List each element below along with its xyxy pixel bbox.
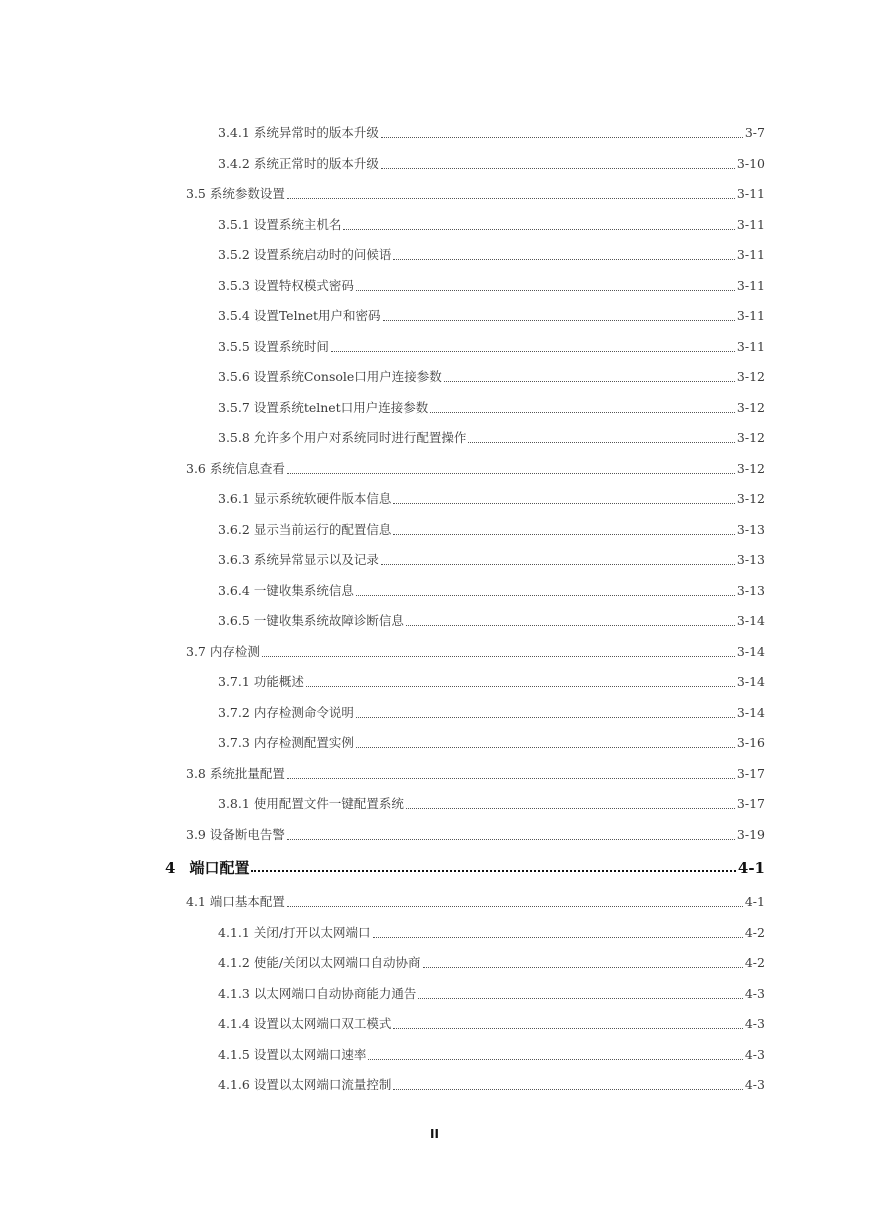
toc-entry-number: 3.6.1 xyxy=(218,491,250,506)
toc-dot-leader xyxy=(262,655,735,657)
toc-entry-title: 内存检测 xyxy=(209,644,260,659)
toc-entry-page: 3-11 xyxy=(736,186,765,201)
toc-entry-page: 4-3 xyxy=(744,1016,765,1031)
toc-entry-4-1-6[interactable] xyxy=(218,1076,765,1094)
toc-entry-number: 3.8 xyxy=(186,766,206,781)
toc-entry-page: 3-11 xyxy=(736,308,765,323)
toc-entry-title: 设置系统时间 xyxy=(253,339,329,354)
toc-entry-title: 一键收集系统故障诊断信息 xyxy=(253,613,404,628)
toc-entry-number: 4.1 xyxy=(186,894,206,909)
toc-entry-page: 3-10 xyxy=(736,156,765,171)
toc-dot-leader xyxy=(444,380,735,382)
toc-entry-title: 设置特权模式密码 xyxy=(253,278,354,293)
toc-entry-number: 3.5.4 xyxy=(218,308,250,323)
toc-entry-number: 3.8.1 xyxy=(218,796,250,811)
toc-entry-number: 3.5.6 xyxy=(218,369,250,384)
toc-entry-title: 端口基本配置 xyxy=(209,894,285,909)
toc-dot-leader xyxy=(287,777,735,779)
toc-entry-page: 3-7 xyxy=(744,125,765,140)
toc-entry-title: 系统参数设置 xyxy=(209,186,285,201)
toc-dot-leader xyxy=(356,289,735,291)
toc-dot-leader xyxy=(381,167,735,169)
toc-entry-number: 3.7 xyxy=(186,644,206,659)
toc-entry-page: 4-3 xyxy=(744,1047,765,1062)
toc-entry-number: 3.7.2 xyxy=(218,705,250,720)
toc-entry-page: 3-12 xyxy=(736,430,765,445)
toc-entry-title: 系统异常时的版本升级 xyxy=(253,125,379,140)
toc-entry-3-6-1[interactable] xyxy=(218,490,765,508)
toc-entry-page: 3-11 xyxy=(736,339,765,354)
toc-entry-number: 3.7.1 xyxy=(218,674,250,689)
toc-entry-number: 3.5.5 xyxy=(218,339,250,354)
toc-entry-page: 3-14 xyxy=(736,613,765,628)
toc-entry-page: 3-19 xyxy=(736,827,765,842)
toc-entry-page: 3-13 xyxy=(736,522,765,537)
toc-entry-number: 3.5.2 xyxy=(218,247,250,262)
toc-entry-3-5[interactable] xyxy=(186,185,765,203)
toc-entry-number: 3.6.2 xyxy=(218,522,250,537)
toc-entry-3-7-2[interactable] xyxy=(218,704,765,722)
toc-dot-leader xyxy=(381,563,735,565)
toc-dot-leader xyxy=(356,594,735,596)
toc-entry-title: 关闭/打开以太网端口 xyxy=(253,925,371,940)
toc-entry-number: 3.6 xyxy=(186,461,206,476)
toc-entry-3-7-1[interactable] xyxy=(218,673,765,691)
toc-entry-title: 系统信息查看 xyxy=(209,461,285,476)
toc-entry-title: 使用配置文件一键配置系统 xyxy=(253,796,404,811)
toc-dot-leader xyxy=(423,966,743,968)
toc-dot-leader xyxy=(356,746,735,748)
toc-entry-number: 3.6.4 xyxy=(218,583,250,598)
toc-entry-title: 内存检测命令说明 xyxy=(253,705,354,720)
toc-entry-page: 3-17 xyxy=(736,796,765,811)
toc-entry-title: 设置系统telnet口用户连接参数 xyxy=(253,400,429,415)
toc-entry-3-6[interactable] xyxy=(186,460,765,478)
toc-entry-title: 设置以太网端口双工模式 xyxy=(253,1016,392,1031)
toc-entry-4-1-1[interactable] xyxy=(218,924,765,942)
toc-entry-title: 设置Telnet用户和密码 xyxy=(253,308,381,323)
toc-dot-leader xyxy=(393,502,735,504)
toc-entry-3-5-5[interactable] xyxy=(218,338,765,356)
toc-entry-title: 内存检测配置实例 xyxy=(253,735,354,750)
toc-dot-leader xyxy=(430,411,735,413)
toc-entry-page: 4-1 xyxy=(744,894,765,909)
toc-dot-leader xyxy=(287,472,735,474)
toc-entry-number: 4.1.5 xyxy=(218,1047,250,1062)
toc-dot-leader xyxy=(356,716,735,718)
toc-dot-leader xyxy=(287,838,735,840)
toc-dot-leader xyxy=(406,807,735,809)
toc-entry-title: 系统异常显示以及记录 xyxy=(253,552,379,567)
toc-dot-leader xyxy=(393,1027,743,1029)
toc-dot-leader xyxy=(393,258,735,260)
toc-entry-number: 3.5.7 xyxy=(218,400,250,415)
toc-dot-leader xyxy=(331,350,735,352)
toc-entry-number: 4.1.2 xyxy=(218,955,250,970)
toc-entry-number: 3.4.2 xyxy=(218,156,250,171)
toc-entry-number: 3.9 xyxy=(186,827,206,842)
toc-dot-leader xyxy=(287,197,735,199)
toc-entry-page: 3-17 xyxy=(736,766,765,781)
toc-dot-leader xyxy=(393,1088,743,1090)
toc-dot-leader xyxy=(251,869,735,872)
toc-entry-title: 设置系统主机名 xyxy=(253,217,342,232)
toc-entry-page: 3-13 xyxy=(736,552,765,567)
toc-entry-title: 设置系统Console口用户连接参数 xyxy=(253,369,442,384)
toc-entry-page: 3-12 xyxy=(736,400,765,415)
toc-entry-title: 以太网端口自动协商能力通告 xyxy=(253,986,417,1001)
toc-entry-3-7-3[interactable] xyxy=(218,734,765,752)
toc-entry-page: 3-14 xyxy=(736,674,765,689)
toc-entry-3-5-8[interactable] xyxy=(218,429,765,447)
toc-entry-4-1-3[interactable] xyxy=(218,985,765,1003)
toc-entry-title: 显示系统软硬件版本信息 xyxy=(253,491,392,506)
toc-dot-leader xyxy=(287,905,743,907)
toc-entry-number: 4.1.6 xyxy=(218,1077,250,1092)
toc-dot-leader xyxy=(343,228,735,230)
toc-entry-page: 3-12 xyxy=(736,369,765,384)
page-number: II xyxy=(430,1127,439,1141)
toc-entry-number: 3.6.5 xyxy=(218,613,250,628)
toc-entry-4-1-5[interactable] xyxy=(218,1046,765,1064)
toc-entry-number: 3.5 xyxy=(186,186,206,201)
toc-entry-4-1[interactable] xyxy=(186,893,765,911)
toc-entry-page: 3-13 xyxy=(736,583,765,598)
toc-entry-3-7[interactable] xyxy=(186,643,765,661)
toc-entry-page: 3-12 xyxy=(736,491,765,506)
toc-entry-4-1-4[interactable] xyxy=(218,1015,765,1033)
toc-entry-3-8-1[interactable] xyxy=(218,795,765,813)
toc-entry-title: 一键收集系统信息 xyxy=(253,583,354,598)
toc-entry-page: 3-16 xyxy=(736,735,765,750)
toc-entry-3-5-1[interactable] xyxy=(218,216,765,234)
toc-entry-number: 4.1.4 xyxy=(218,1016,250,1031)
toc-dot-leader xyxy=(418,997,743,999)
toc-entry-3-5-2[interactable] xyxy=(218,246,765,264)
toc-entry-title: 端口配置 xyxy=(189,859,250,877)
toc-entry-number: 4.1.3 xyxy=(218,986,250,1001)
toc-entry-page: 4-2 xyxy=(744,955,765,970)
toc-entry-title: 设置以太网端口流量控制 xyxy=(253,1077,392,1092)
toc-entry-number: 3.5.3 xyxy=(218,278,250,293)
toc-entry-4-1-2[interactable] xyxy=(218,954,765,972)
toc-entry-3-5-4[interactable] xyxy=(218,307,765,325)
toc-entry-3-5-7[interactable] xyxy=(218,399,765,417)
toc-entry-page: 3-11 xyxy=(736,278,765,293)
toc-entry-number: 4 xyxy=(165,859,176,877)
toc-entry-number: 4.1.1 xyxy=(218,925,250,940)
toc-entry-3-8[interactable] xyxy=(186,765,765,783)
toc-entry-page: 4-1 xyxy=(737,859,765,877)
toc-entry-3-6-3[interactable] xyxy=(218,551,765,569)
toc-dot-leader xyxy=(381,136,743,138)
toc-entry-page: 3-12 xyxy=(736,461,765,476)
toc-entry-number: 3.5.1 xyxy=(218,217,250,232)
toc-entry-title: 设置系统启动时的问候语 xyxy=(253,247,392,262)
toc-entry-3-6-2[interactable] xyxy=(218,521,765,539)
toc-entry-3-6-4[interactable] xyxy=(218,582,765,600)
toc-dot-leader xyxy=(306,685,735,687)
toc-entry-title: 使能/关闭以太网端口自动协商 xyxy=(253,955,421,970)
toc-entry-3-4-1[interactable] xyxy=(218,124,765,142)
toc-dot-leader xyxy=(468,441,735,443)
toc-dot-leader xyxy=(383,319,735,321)
toc-entry-page: 4-2 xyxy=(744,925,765,940)
toc-dot-leader xyxy=(368,1058,743,1060)
toc-entry-number: 3.5.8 xyxy=(218,430,250,445)
toc-dot-leader xyxy=(406,624,735,626)
toc-entry-title: 系统批量配置 xyxy=(209,766,285,781)
toc-entry-3-9[interactable] xyxy=(186,826,765,844)
toc-entry-number: 3.6.3 xyxy=(218,552,250,567)
toc-entry-page: 4-3 xyxy=(744,986,765,1001)
toc-entry-page: 3-14 xyxy=(736,644,765,659)
toc-entry-page: 3-11 xyxy=(736,247,765,262)
toc-entry-page: 3-14 xyxy=(736,705,765,720)
toc-entry-number: 3.4.1 xyxy=(218,125,250,140)
toc-dot-leader xyxy=(393,533,735,535)
toc-entry-title: 显示当前运行的配置信息 xyxy=(253,522,392,537)
toc-entry-page: 3-11 xyxy=(736,217,765,232)
toc-dot-leader xyxy=(373,936,743,938)
toc-entry-3-5-6[interactable] xyxy=(218,368,765,386)
toc-entry-title: 设备断电告警 xyxy=(209,827,285,842)
toc-entry-3-4-2[interactable] xyxy=(218,155,765,173)
toc-entry-3-5-3[interactable] xyxy=(218,277,765,295)
toc-entry-title: 功能概述 xyxy=(253,674,304,689)
toc-entry-chapter-4[interactable] xyxy=(165,859,765,877)
toc-entry-title: 系统正常时的版本升级 xyxy=(253,156,379,171)
toc-entry-title: 允许多个用户对系统同时进行配置操作 xyxy=(253,430,467,445)
toc-entry-number: 3.7.3 xyxy=(218,735,250,750)
toc-entry-3-6-5[interactable] xyxy=(218,612,765,630)
toc-entry-page: 4-3 xyxy=(744,1077,765,1092)
toc-entry-title: 设置以太网端口速率 xyxy=(253,1047,367,1062)
